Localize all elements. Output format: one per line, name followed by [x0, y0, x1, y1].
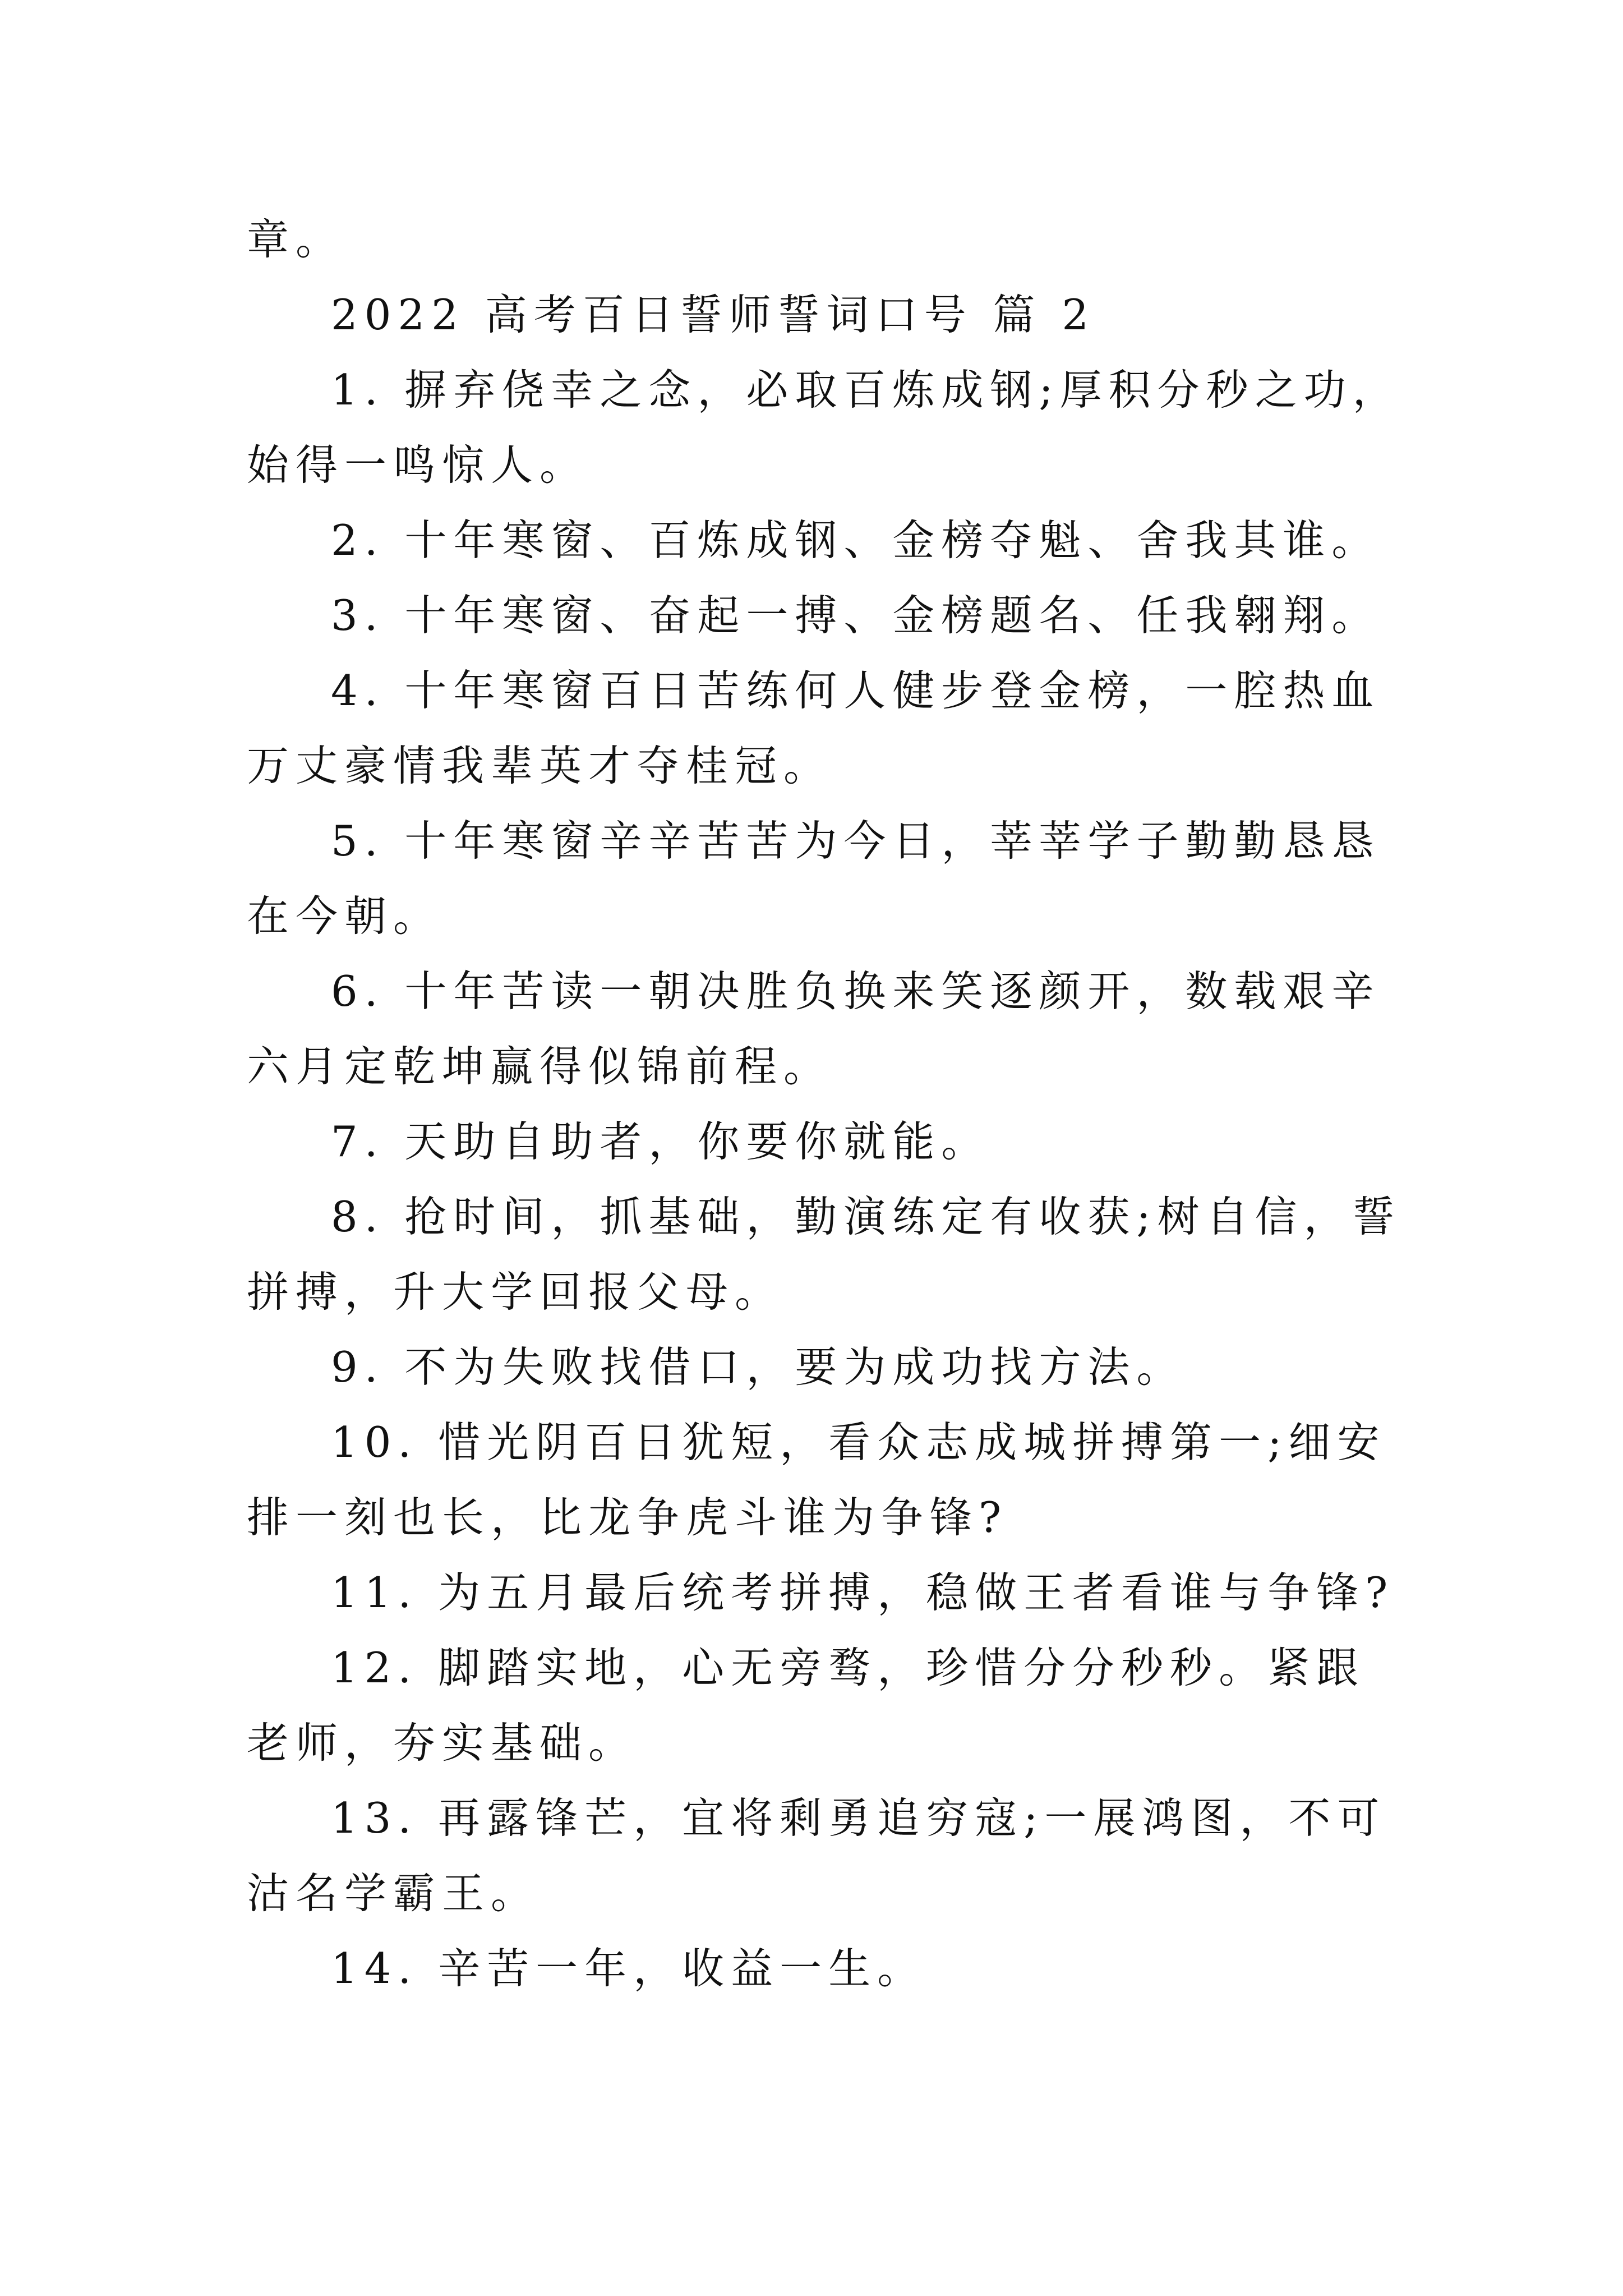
slogan-item-9: 9. 不为失败找借口，要为成功找方法。: [331, 1342, 1186, 1392]
slogan-item-7: 7. 天助自助者，你要你就能。: [331, 1117, 990, 1166]
slogan-item-5: 5. 十年寒窗辛辛苦苦为今日，莘莘学子勤勤恳恳在今朝。: [247, 816, 1381, 941]
slogan-item-4: 4. 十年寒窗百日苦练何人健步登金榜，一腔热血万丈豪情我辈英才夺桂冠。: [247, 666, 1381, 790]
slogan-item-6: 6. 十年苦读一朝决胜负换来笑逐颜开，数载艰辛六月定乾坤赢得似锦前程。: [247, 967, 1381, 1091]
slogan-item-14: 14. 辛苦一年，收益一生。: [331, 1944, 926, 1993]
document-body: [247, 202, 1402, 2006]
continuation-text: 章。: [247, 215, 345, 264]
slogan-item-3: 3. 十年寒窗、奋起一搏、金榜题名、任我翱翔。: [331, 591, 1381, 640]
slogan-item-13: 13. 再露锋芒，宜将剩勇追穷寇;一展鸿图，不可沽名学霸王。: [247, 1793, 1386, 1918]
slogan-item-1: 1. 摒弃侥幸之念，必取百炼成钢;厚积分秒之功，始得一鸣惊人。: [247, 365, 1401, 490]
section-heading: 2022 高考百日誓师誓词口号 篇 2: [331, 290, 1096, 339]
slogan-item-12: 12. 脚踏实地，心无旁骛，珍惜分分秒秒。紧跟老师，夯实基础。: [247, 1643, 1366, 1768]
slogan-item-11: 11. 为五月最后统考拼搏，稳做王者看谁与争锋?: [331, 1568, 1395, 1617]
slogan-item-2: 2. 十年寒窗、百炼成钢、金榜夺魁、舍我其谁。: [331, 516, 1381, 565]
slogan-item-10: 10. 惜光阴百日犹短，看众志成城拼搏第一;细安排一刻也长，比龙争虎斗谁为争锋?: [247, 1418, 1386, 1542]
slogan-item-8: 8. 抢时间，抓基础，勤演练定有收获;树自信，誓拼搏，升大学回报父母。: [247, 1192, 1401, 1317]
